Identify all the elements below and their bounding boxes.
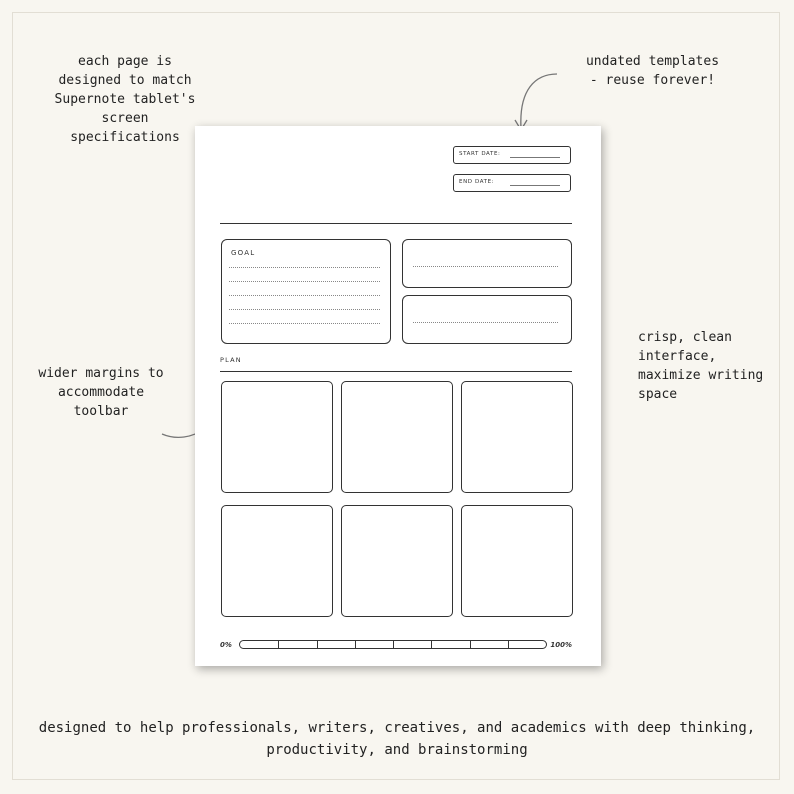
plan-cell[interactable] — [461, 505, 573, 617]
progress-segment-divider — [355, 641, 356, 648]
callout-line: designed to match — [58, 73, 192, 88]
end-date-label: END DATE: — [459, 179, 495, 185]
goal-label: GOAL — [231, 249, 256, 257]
progress-segment-divider — [508, 641, 509, 648]
caption-line: productivity, and brainstorming — [266, 742, 528, 758]
callout-line: screen — [101, 111, 149, 126]
notes-box[interactable] — [402, 295, 572, 344]
progress-bar[interactable] — [239, 640, 547, 649]
planner-page — [195, 126, 601, 666]
callout-interface — [638, 328, 788, 404]
writing-line — [229, 309, 380, 310]
writing-line — [229, 323, 380, 324]
writing-line — [229, 295, 380, 296]
callout-line: wider margins to — [38, 366, 164, 381]
end-date-field[interactable] — [453, 174, 571, 192]
callout-line: - reuse forever! — [589, 73, 716, 88]
callout-line: interface, — [638, 349, 717, 364]
callout-line: space — [638, 387, 678, 402]
divider — [220, 371, 572, 372]
callout-line: each page is — [78, 54, 172, 69]
progress-segment-divider — [317, 641, 318, 648]
callout-line: Supernote tablet's — [54, 92, 196, 107]
progress-segment-divider — [470, 641, 471, 648]
plan-cell[interactable] — [221, 381, 333, 493]
plan-cell[interactable] — [221, 505, 333, 617]
callout-undated — [570, 52, 735, 90]
writing-line — [229, 267, 380, 268]
progress-segment-divider — [393, 641, 394, 648]
progress-end-label: 100% — [550, 641, 572, 649]
callout-line: toolbar — [73, 404, 129, 419]
callout-page-design — [40, 52, 210, 147]
goal-box[interactable] — [221, 239, 391, 344]
notes-box[interactable] — [402, 239, 572, 288]
plan-cell[interactable] — [461, 381, 573, 493]
writing-line — [413, 322, 558, 323]
writing-line — [229, 281, 380, 282]
progress-tracker — [220, 638, 572, 652]
callout-line: maximize writing — [638, 368, 764, 383]
start-date-underline — [510, 157, 560, 158]
start-date-field[interactable] — [453, 146, 571, 164]
plan-cell[interactable] — [341, 505, 453, 617]
divider — [220, 223, 572, 224]
plan-cell[interactable] — [341, 381, 453, 493]
caption — [20, 717, 774, 761]
plan-label: PLAN — [220, 356, 242, 364]
callout-line: crisp, clean — [638, 330, 732, 345]
callout-margins — [26, 364, 176, 421]
progress-start-label: 0% — [220, 641, 232, 649]
start-date-label: START DATE: — [459, 151, 501, 157]
progress-segment-divider — [431, 641, 432, 648]
callout-line: undated templates — [585, 54, 720, 69]
caption-line: designed to help professionals, writers, creatives, and academics with deep thinking, — [38, 720, 756, 736]
writing-line — [413, 266, 558, 267]
callout-line: accommodate — [57, 385, 145, 400]
callout-line: specifications — [70, 130, 180, 145]
progress-segment-divider — [278, 641, 279, 648]
end-date-underline — [510, 185, 560, 186]
